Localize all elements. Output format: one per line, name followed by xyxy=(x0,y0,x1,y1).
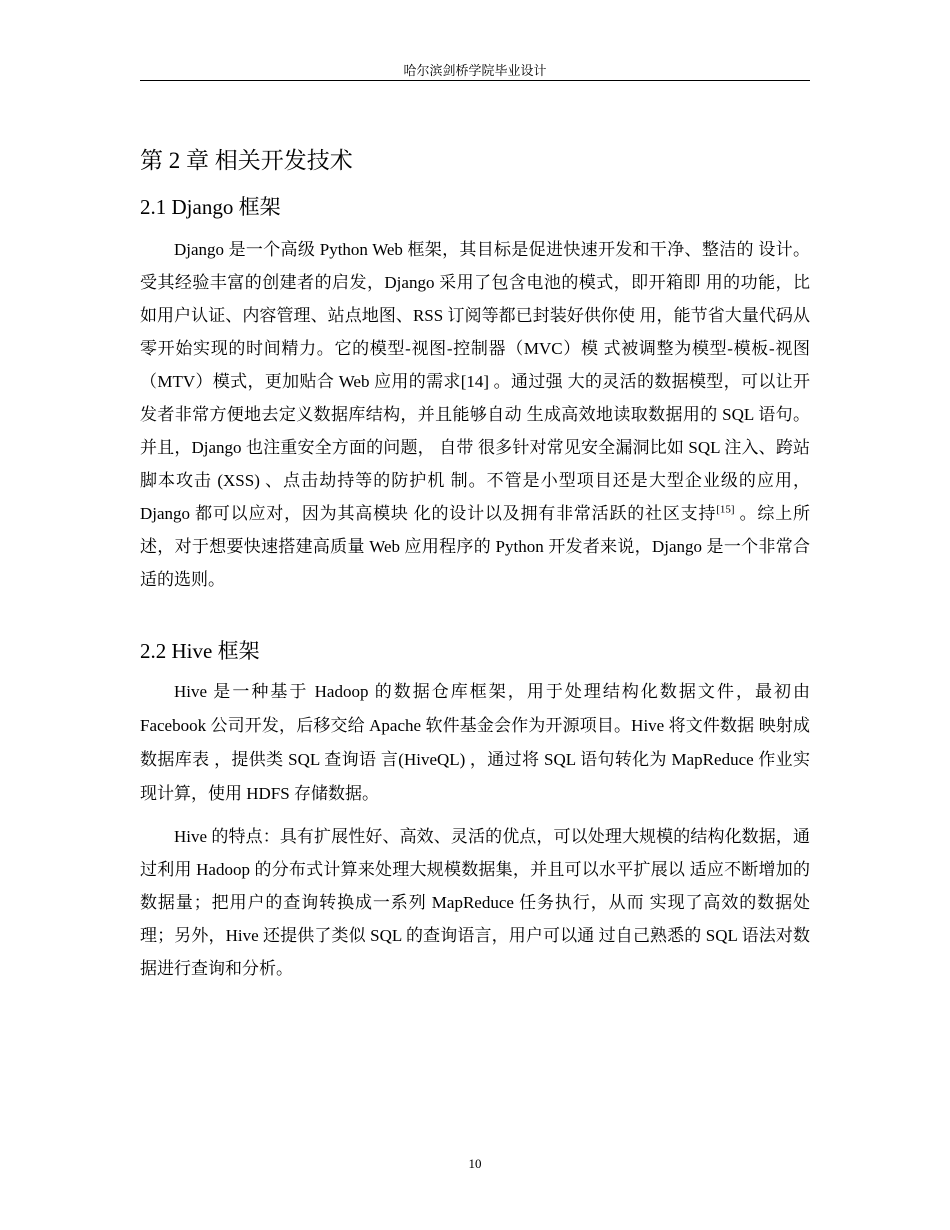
header-divider xyxy=(140,80,810,81)
django-paragraph xyxy=(140,233,810,596)
page-number: 10 xyxy=(468,1156,482,1171)
django-paragraph-text-end: 。综上所述，对于想要快速搭建高质量 Web 应用程序的 Python 开发者来说，Django 是一个非常合适的选则。 xyxy=(140,504,810,589)
page-header: 哈尔滨剑桥学院毕业设计 xyxy=(403,63,547,78)
citation-superscript: [15] xyxy=(716,503,735,516)
chapter-title: 第 2 章 相关开发技术 xyxy=(140,148,353,173)
section-title-django: 2.1 Django 框架 xyxy=(140,195,281,219)
section-title-hive: 2.2 Hive 框架 xyxy=(140,639,260,663)
hive-intro-paragraph: Hive 是一种基于 Hadoop 的数据仓库框架，用于处理结构化数据文件，最初由 Facebook 公司开发，后移交给 Apache 软件基金会作为开源项目。Hive 将文件数据 映射成数据库表 ，提供类 SQL 查询语 言(HiveQL) ，通过将 SQL 语句转化为 MapReduce 作业实现计算，使用 HDFS 存储数据。 xyxy=(140,682,810,803)
django-paragraph-text: Django 是一个高级 Python Web 框架，其目标是促进快速开发和干净、整洁的 设计。受其经验丰富的创建者的启发，Django 采用了包含电池的模式，即开箱即 用的功能，比如用户认证、内容管理、站点地图、RSS 订阅等都已封装好供你使 用，能节省大量代码从零开始实现的时间精力。它的模型-视图-控制器（MVC）模 式被调整为模型-模板-视图（MTV）模式，更加贴合 Web 应用的需求[14] 。通过强 大的灵活的数据模型，可以让开发者非常方便地去定义数据库结构，并且能够自动 生成高效地读取数据用的 SQL 语句。并且，Django 也注重安全方面的问题， 自带 很多针对常见安全漏洞比如 SQL 注入、跨站脚本攻击 (XSS) 、点击劫持等的防护机 制。不管是小型项目还是大型企业级的应用，Django 都可以应对，因为其高模块 化的设计以及拥有非常活跃的社区支持 xyxy=(140,240,810,523)
hive-features-paragraph: Hive 的特点：具有扩展性好、高效、灵活的优点，可以处理大规模的结构化数据，通过利用 Hadoop 的分布式计算来处理大规模数据集，并且可以水平扩展以 适应不断增加的数据量；把用户的查询转换成一系列 MapReduce 任务执行，从而 实现了高效的数据处理；另外，Hive 还提供了类似 SQL 的查询语言，用户可以通 过自己熟悉的 SQL 语法对数据进行查询和分析。 xyxy=(140,827,810,978)
